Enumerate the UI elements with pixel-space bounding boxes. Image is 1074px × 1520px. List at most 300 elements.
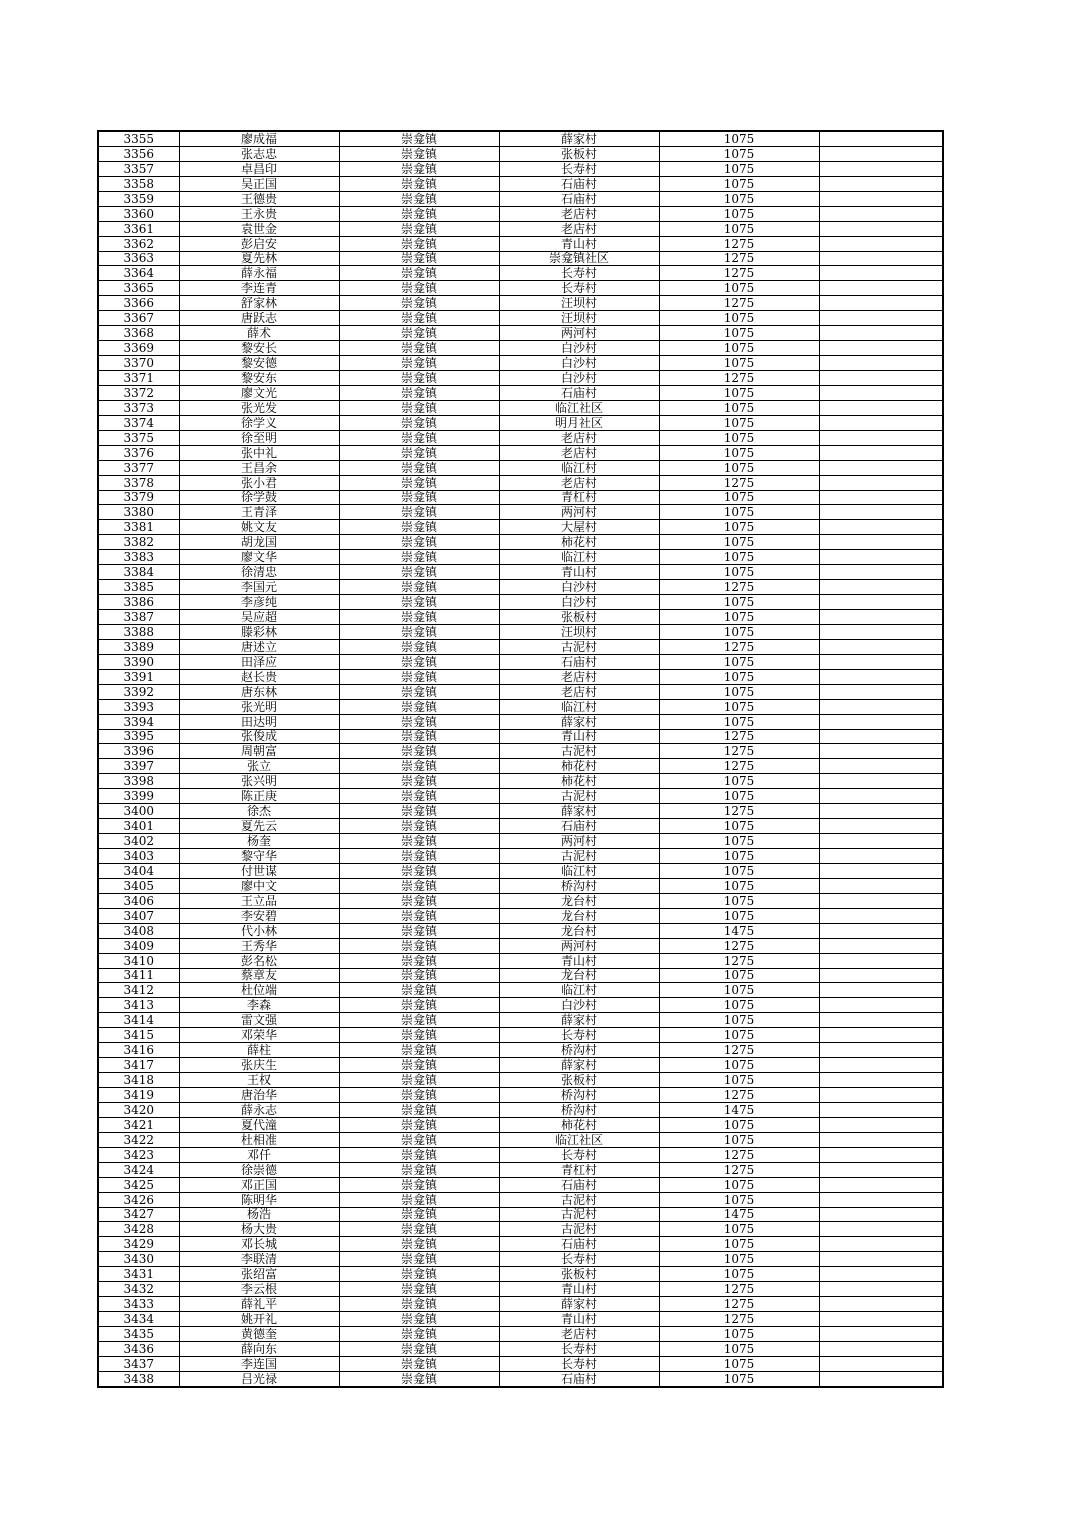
- village-cell: 柿花村: [499, 774, 659, 789]
- town-cell: 崇龛镇: [339, 893, 499, 908]
- town-cell: 崇龛镇: [339, 1282, 499, 1297]
- amount-cell: 1075: [659, 998, 819, 1013]
- amount-cell: 1275: [659, 1147, 819, 1162]
- amount-cell: 1075: [659, 1028, 819, 1043]
- row-number-cell: 3437: [98, 1356, 179, 1371]
- name-cell: 吴正国: [179, 176, 339, 191]
- village-cell: 长寿村: [499, 1341, 659, 1356]
- blank-cell: [819, 1341, 943, 1356]
- town-cell: 崇龛镇: [339, 1102, 499, 1117]
- table-row: [98, 639, 943, 654]
- village-cell: 老店村: [499, 475, 659, 490]
- blank-cell: [819, 191, 943, 206]
- blank-cell: [819, 983, 943, 998]
- row-number-cell: 3394: [98, 714, 179, 729]
- row-number-cell: 3410: [98, 953, 179, 968]
- name-cell: 王立品: [179, 893, 339, 908]
- row-number-cell: 3405: [98, 878, 179, 893]
- blank-cell: [819, 430, 943, 445]
- blank-cell: [819, 819, 943, 834]
- amount-cell: 1075: [659, 1192, 819, 1207]
- row-number-cell: 3364: [98, 266, 179, 281]
- name-cell: 胡龙国: [179, 535, 339, 550]
- blank-cell: [819, 744, 943, 759]
- blank-cell: [819, 908, 943, 923]
- amount-cell: 1075: [659, 311, 819, 326]
- village-cell: 张板村: [499, 1267, 659, 1282]
- village-cell: 临江村: [499, 699, 659, 714]
- name-cell: 邓荣华: [179, 1028, 339, 1043]
- table-row: [98, 774, 943, 789]
- village-cell: 老店村: [499, 1327, 659, 1342]
- blank-cell: [819, 385, 943, 400]
- village-cell: 石庙村: [499, 1177, 659, 1192]
- town-cell: 崇龛镇: [339, 281, 499, 296]
- village-cell: 长寿村: [499, 281, 659, 296]
- row-number-cell: 3416: [98, 1043, 179, 1058]
- name-cell: 薛术: [179, 326, 339, 341]
- town-cell: 崇龛镇: [339, 371, 499, 386]
- row-number-cell: 3435: [98, 1327, 179, 1342]
- table-row: [98, 565, 943, 580]
- name-cell: 徐学鼓: [179, 490, 339, 505]
- table-row: [98, 953, 943, 968]
- amount-cell: 1275: [659, 1162, 819, 1177]
- village-cell: 青山村: [499, 1312, 659, 1327]
- amount-cell: 1075: [659, 281, 819, 296]
- town-cell: 崇龛镇: [339, 1013, 499, 1028]
- blank-cell: [819, 624, 943, 639]
- table-row: [98, 550, 943, 565]
- row-number-cell: 3419: [98, 1088, 179, 1103]
- blank-cell: [819, 550, 943, 565]
- village-cell: 白沙村: [499, 356, 659, 371]
- row-number-cell: 3369: [98, 341, 179, 356]
- village-cell: 石庙村: [499, 1371, 659, 1386]
- village-cell: 薛家村: [499, 714, 659, 729]
- village-cell: 长寿村: [499, 161, 659, 176]
- name-cell: 唐跃志: [179, 311, 339, 326]
- amount-cell: 1075: [659, 221, 819, 236]
- town-cell: 崇龛镇: [339, 983, 499, 998]
- blank-cell: [819, 699, 943, 714]
- town-cell: 崇龛镇: [339, 1147, 499, 1162]
- town-cell: 崇龛镇: [339, 1207, 499, 1222]
- table-row: [98, 1252, 943, 1267]
- name-cell: 杨奎: [179, 834, 339, 849]
- blank-cell: [819, 863, 943, 878]
- table-row: [98, 595, 943, 610]
- blank-cell: [819, 1162, 943, 1177]
- town-cell: 崇龛镇: [339, 1177, 499, 1192]
- amount-cell: 1075: [659, 714, 819, 729]
- amount-cell: 1475: [659, 1207, 819, 1222]
- amount-cell: 1075: [659, 326, 819, 341]
- town-cell: 崇龛镇: [339, 938, 499, 953]
- blank-cell: [819, 714, 943, 729]
- name-cell: 张志忠: [179, 146, 339, 161]
- table-row: [98, 1088, 943, 1103]
- blank-cell: [819, 206, 943, 221]
- table-row: [98, 849, 943, 864]
- row-number-cell: 3381: [98, 520, 179, 535]
- amount-cell: 1075: [659, 849, 819, 864]
- amount-cell: 1075: [659, 1013, 819, 1028]
- village-cell: 两河村: [499, 326, 659, 341]
- name-cell: 李国元: [179, 580, 339, 595]
- town-cell: 崇龛镇: [339, 834, 499, 849]
- town-cell: 崇龛镇: [339, 654, 499, 669]
- amount-cell: 1075: [659, 341, 819, 356]
- amount-cell: 1075: [659, 400, 819, 415]
- row-number-cell: 3383: [98, 550, 179, 565]
- town-cell: 崇龛镇: [339, 1088, 499, 1103]
- blank-cell: [819, 356, 943, 371]
- town-cell: 崇龛镇: [339, 580, 499, 595]
- row-number-cell: 3411: [98, 968, 179, 983]
- town-cell: 崇龛镇: [339, 415, 499, 430]
- town-cell: 崇龛镇: [339, 505, 499, 520]
- village-cell: 崇龛镇社区: [499, 251, 659, 266]
- village-cell: 临江社区: [499, 1132, 659, 1147]
- village-cell: 薛家村: [499, 131, 659, 146]
- table-row: [98, 251, 943, 266]
- name-cell: 黄德奎: [179, 1327, 339, 1342]
- blank-cell: [819, 146, 943, 161]
- name-cell: 杜相准: [179, 1132, 339, 1147]
- name-cell: 薛永福: [179, 266, 339, 281]
- town-cell: 崇龛镇: [339, 774, 499, 789]
- town-cell: 崇龛镇: [339, 699, 499, 714]
- town-cell: 崇龛镇: [339, 400, 499, 415]
- village-cell: 青山村: [499, 1282, 659, 1297]
- name-cell: 黎守华: [179, 849, 339, 864]
- blank-cell: [819, 938, 943, 953]
- blank-cell: [819, 505, 943, 520]
- amount-cell: 1275: [659, 1297, 819, 1312]
- town-cell: 崇龛镇: [339, 1371, 499, 1386]
- town-cell: 崇龛镇: [339, 176, 499, 191]
- amount-cell: 1075: [659, 669, 819, 684]
- village-cell: 两河村: [499, 834, 659, 849]
- village-cell: 青山村: [499, 953, 659, 968]
- row-number-cell: 3395: [98, 729, 179, 744]
- village-cell: 青杠村: [499, 490, 659, 505]
- name-cell: 田达明: [179, 714, 339, 729]
- village-cell: 张板村: [499, 610, 659, 625]
- name-cell: 王德贵: [179, 191, 339, 206]
- row-number-cell: 3436: [98, 1341, 179, 1356]
- amount-cell: 1275: [659, 251, 819, 266]
- row-number-cell: 3363: [98, 251, 179, 266]
- village-cell: 张板村: [499, 1073, 659, 1088]
- village-cell: 龙台村: [499, 893, 659, 908]
- village-cell: 临江村: [499, 550, 659, 565]
- row-number-cell: 3417: [98, 1058, 179, 1073]
- village-cell: 临江村: [499, 983, 659, 998]
- blank-cell: [819, 400, 943, 415]
- name-cell: 邓仟: [179, 1147, 339, 1162]
- town-cell: 崇龛镇: [339, 1058, 499, 1073]
- table-row: [98, 1312, 943, 1327]
- blank-cell: [819, 1073, 943, 1088]
- town-cell: 崇龛镇: [339, 744, 499, 759]
- table-row: [98, 1371, 943, 1386]
- row-number-cell: 3367: [98, 311, 179, 326]
- name-cell: 付世谋: [179, 863, 339, 878]
- town-cell: 崇龛镇: [339, 639, 499, 654]
- table-row: [98, 624, 943, 639]
- name-cell: 王永贵: [179, 206, 339, 221]
- town-cell: 崇龛镇: [339, 1222, 499, 1237]
- blank-cell: [819, 490, 943, 505]
- blank-cell: [819, 341, 943, 356]
- village-cell: 临江社区: [499, 400, 659, 415]
- blank-cell: [819, 1327, 943, 1342]
- blank-cell: [819, 131, 943, 146]
- data-table: [97, 130, 944, 1388]
- amount-cell: 1075: [659, 445, 819, 460]
- amount-cell: 1075: [659, 1058, 819, 1073]
- blank-cell: [819, 774, 943, 789]
- village-cell: 柿花村: [499, 759, 659, 774]
- amount-cell: 1075: [659, 505, 819, 520]
- town-cell: 崇龛镇: [339, 878, 499, 893]
- amount-cell: 1075: [659, 1327, 819, 1342]
- town-cell: 崇龛镇: [339, 490, 499, 505]
- village-cell: 白沙村: [499, 595, 659, 610]
- name-cell: 唐东林: [179, 684, 339, 699]
- name-cell: 李连国: [179, 1356, 339, 1371]
- blank-cell: [819, 251, 943, 266]
- village-cell: 青杠村: [499, 1162, 659, 1177]
- row-number-cell: 3379: [98, 490, 179, 505]
- row-number-cell: 3385: [98, 580, 179, 595]
- amount-cell: 1075: [659, 385, 819, 400]
- name-cell: 彭启安: [179, 236, 339, 251]
- village-cell: 薛家村: [499, 1058, 659, 1073]
- amount-cell: 1075: [659, 1356, 819, 1371]
- row-number-cell: 3373: [98, 400, 179, 415]
- row-number-cell: 3401: [98, 819, 179, 834]
- row-number-cell: 3365: [98, 281, 179, 296]
- name-cell: 张兴明: [179, 774, 339, 789]
- blank-cell: [819, 1088, 943, 1103]
- name-cell: 张光发: [179, 400, 339, 415]
- village-cell: 石庙村: [499, 1237, 659, 1252]
- row-number-cell: 3380: [98, 505, 179, 520]
- row-number-cell: 3418: [98, 1073, 179, 1088]
- amount-cell: 1075: [659, 460, 819, 475]
- town-cell: 崇龛镇: [339, 1028, 499, 1043]
- village-cell: 老店村: [499, 684, 659, 699]
- blank-cell: [819, 639, 943, 654]
- village-cell: 长寿村: [499, 1028, 659, 1043]
- town-cell: 崇龛镇: [339, 161, 499, 176]
- blank-cell: [819, 1282, 943, 1297]
- table-row: [98, 699, 943, 714]
- village-cell: 青山村: [499, 729, 659, 744]
- table-row: [98, 938, 943, 953]
- table-row: [98, 326, 943, 341]
- row-number-cell: 3429: [98, 1237, 179, 1252]
- blank-cell: [819, 1267, 943, 1282]
- town-cell: 崇龛镇: [339, 1312, 499, 1327]
- town-cell: 崇龛镇: [339, 1356, 499, 1371]
- name-cell: 廖成福: [179, 131, 339, 146]
- name-cell: 黎安东: [179, 371, 339, 386]
- amount-cell: 1075: [659, 595, 819, 610]
- row-number-cell: 3361: [98, 221, 179, 236]
- row-number-cell: 3368: [98, 326, 179, 341]
- town-cell: 崇龛镇: [339, 1237, 499, 1252]
- amount-cell: 1275: [659, 266, 819, 281]
- town-cell: 崇龛镇: [339, 789, 499, 804]
- table-row: [98, 131, 943, 146]
- table-row: [98, 535, 943, 550]
- table-row: [98, 445, 943, 460]
- table-row: [98, 221, 943, 236]
- town-cell: 崇龛镇: [339, 624, 499, 639]
- name-cell: 舒家林: [179, 296, 339, 311]
- blank-cell: [819, 460, 943, 475]
- amount-cell: 1075: [659, 1073, 819, 1088]
- blank-cell: [819, 759, 943, 774]
- table-row: [98, 744, 943, 759]
- name-cell: 王秀华: [179, 938, 339, 953]
- row-number-cell: 3384: [98, 565, 179, 580]
- amount-cell: 1075: [659, 1341, 819, 1356]
- village-cell: 老店村: [499, 206, 659, 221]
- name-cell: 夏先云: [179, 819, 339, 834]
- row-number-cell: 3371: [98, 371, 179, 386]
- name-cell: 徐清忠: [179, 565, 339, 580]
- village-cell: 薛家村: [499, 804, 659, 819]
- row-number-cell: 3378: [98, 475, 179, 490]
- table-row: [98, 415, 943, 430]
- amount-cell: 1275: [659, 371, 819, 386]
- village-cell: 老店村: [499, 445, 659, 460]
- row-number-cell: 3399: [98, 789, 179, 804]
- amount-cell: 1075: [659, 1132, 819, 1147]
- blank-cell: [819, 1312, 943, 1327]
- row-number-cell: 3360: [98, 206, 179, 221]
- table-row: [98, 475, 943, 490]
- amount-cell: 1075: [659, 161, 819, 176]
- row-number-cell: 3366: [98, 296, 179, 311]
- blank-cell: [819, 1252, 943, 1267]
- town-cell: 崇龛镇: [339, 251, 499, 266]
- table-row: [98, 804, 943, 819]
- name-cell: 王权: [179, 1073, 339, 1088]
- row-number-cell: 3407: [98, 908, 179, 923]
- village-cell: 长寿村: [499, 266, 659, 281]
- name-cell: 廖文光: [179, 385, 339, 400]
- name-cell: 蔡章友: [179, 968, 339, 983]
- name-cell: 徐学义: [179, 415, 339, 430]
- amount-cell: 1075: [659, 1222, 819, 1237]
- town-cell: 崇龛镇: [339, 610, 499, 625]
- row-number-cell: 3403: [98, 849, 179, 864]
- amount-cell: 1075: [659, 356, 819, 371]
- amount-cell: 1275: [659, 729, 819, 744]
- blank-cell: [819, 953, 943, 968]
- amount-cell: 1075: [659, 834, 819, 849]
- table-row: [98, 311, 943, 326]
- town-cell: 崇龛镇: [339, 460, 499, 475]
- name-cell: 滕彩林: [179, 624, 339, 639]
- row-number-cell: 3396: [98, 744, 179, 759]
- name-cell: 薛向东: [179, 1341, 339, 1356]
- table-row: [98, 834, 943, 849]
- name-cell: 姚开礼: [179, 1312, 339, 1327]
- town-cell: 崇龛镇: [339, 356, 499, 371]
- blank-cell: [819, 998, 943, 1013]
- village-cell: 龙台村: [499, 908, 659, 923]
- blank-cell: [819, 1132, 943, 1147]
- name-cell: 李联清: [179, 1252, 339, 1267]
- row-number-cell: 3376: [98, 445, 179, 460]
- blank-cell: [819, 445, 943, 460]
- table-row: [98, 341, 943, 356]
- name-cell: 陈明华: [179, 1192, 339, 1207]
- row-number-cell: 3424: [98, 1162, 179, 1177]
- table-row: [98, 520, 943, 535]
- amount-cell: 1075: [659, 863, 819, 878]
- table-row: [98, 1177, 943, 1192]
- row-number-cell: 3432: [98, 1282, 179, 1297]
- village-cell: 白沙村: [499, 998, 659, 1013]
- blank-cell: [819, 1028, 943, 1043]
- blank-cell: [819, 1043, 943, 1058]
- table-row: [98, 460, 943, 475]
- name-cell: 黎安德: [179, 356, 339, 371]
- row-number-cell: 3413: [98, 998, 179, 1013]
- town-cell: 崇龛镇: [339, 819, 499, 834]
- row-number-cell: 3389: [98, 639, 179, 654]
- town-cell: 崇龛镇: [339, 1117, 499, 1132]
- town-cell: 崇龛镇: [339, 191, 499, 206]
- blank-cell: [819, 266, 943, 281]
- table-row: [98, 1327, 943, 1342]
- amount-cell: 1075: [659, 819, 819, 834]
- blank-cell: [819, 535, 943, 550]
- town-cell: 崇龛镇: [339, 326, 499, 341]
- village-cell: 长寿村: [499, 1147, 659, 1162]
- row-number-cell: 3372: [98, 385, 179, 400]
- row-number-cell: 3428: [98, 1222, 179, 1237]
- name-cell: 徐杰: [179, 804, 339, 819]
- amount-cell: 1275: [659, 1043, 819, 1058]
- table-row: [98, 1102, 943, 1117]
- table-row: [98, 430, 943, 445]
- village-cell: 汪坝村: [499, 624, 659, 639]
- village-cell: 两河村: [499, 505, 659, 520]
- blank-cell: [819, 1222, 943, 1237]
- town-cell: 崇龛镇: [339, 1073, 499, 1088]
- table-row: [98, 610, 943, 625]
- name-cell: 卓昌印: [179, 161, 339, 176]
- town-cell: 崇龛镇: [339, 311, 499, 326]
- name-cell: 张庆生: [179, 1058, 339, 1073]
- town-cell: 崇龛镇: [339, 475, 499, 490]
- amount-cell: 1275: [659, 580, 819, 595]
- table-row: [98, 1058, 943, 1073]
- name-cell: 唐治华: [179, 1088, 339, 1103]
- row-number-cell: 3431: [98, 1267, 179, 1282]
- name-cell: 杨大贵: [179, 1222, 339, 1237]
- table-row: [98, 893, 943, 908]
